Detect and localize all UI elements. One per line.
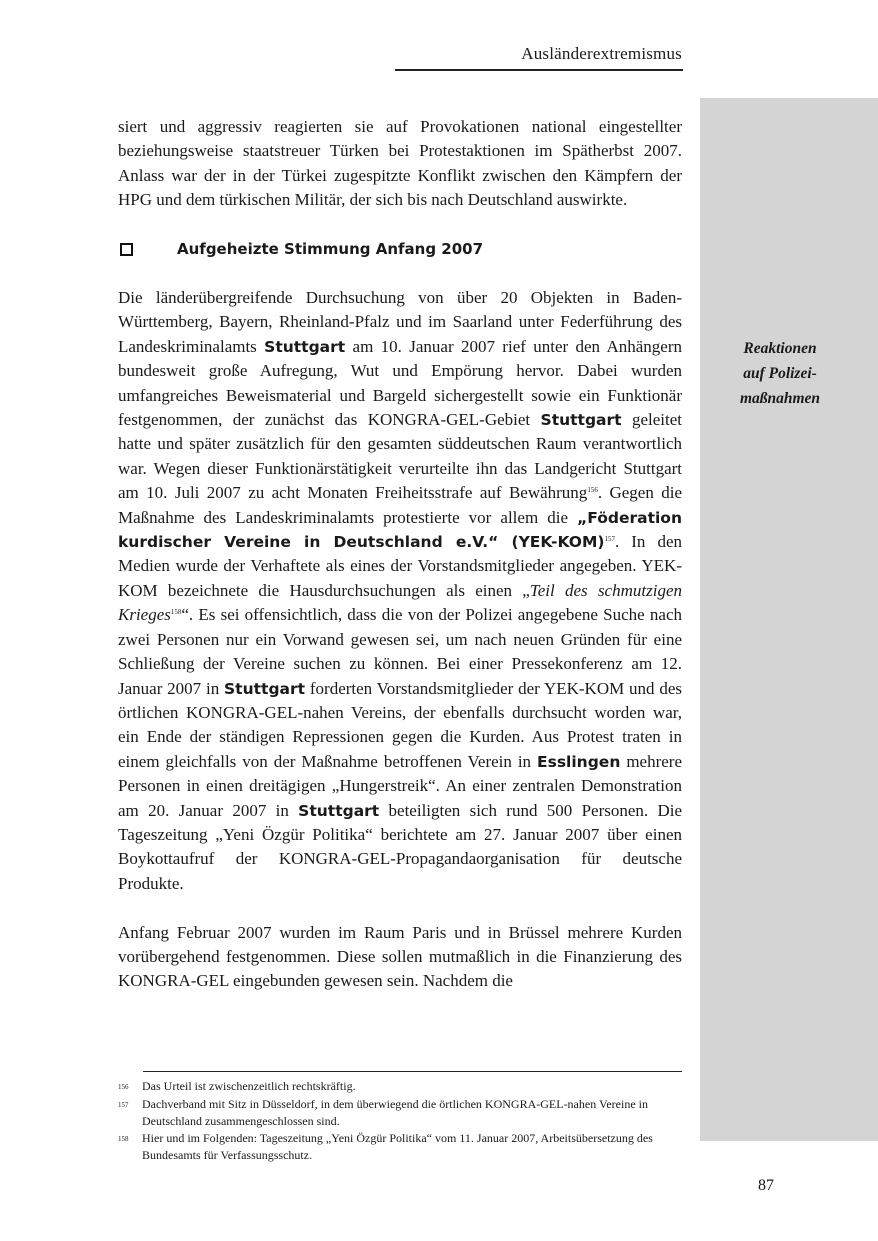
footnote-text: Hier und im Folgenden: Tageszeitung „Yeni Özgür Politika“ vom 11. Januar 2007, Arbeitsübersetzung des Bundesamts für Verfassungsschutz. <box>142 1131 653 1162</box>
margin-note-line: auf Polizei- <box>743 365 817 382</box>
keyword-stuttgart: Stuttgart <box>224 679 306 698</box>
margin-sidebar <box>700 98 878 1141</box>
paragraph: siert und aggressiv reagierten sie auf Provokationen national eingestellter beziehungsweise staatstreuer Türken bei Protestaktionen im Spätherbst 2007. Anlass war der in der Türkei zugespitzte Konflikt zwischen den Kämpfern der HPG und dem türkischen Militär, der sich bis nach Deutschland auswirkte. <box>118 117 682 210</box>
footnotes <box>118 1078 682 1164</box>
page-number: 87 <box>758 1177 774 1194</box>
keyword-stuttgart: Stuttgart <box>298 801 380 820</box>
running-header: Ausländerextremismus <box>521 44 682 63</box>
text-run: am 10. Januar 2007 rief unter den Anhängern bundesweit große Aufregung, Wut und Empörung hervor. Dabei wurden umfangreiches Beweismaterial und Bargeld sichergestellt sowie ein Funktionär festgenommen, der zunächst das KONGRA-GEL-Gebiet <box>118 336 682 430</box>
text-run: forderten Vorstandsmitglieder der YEK-KOM und des örtlichen KONGRA-GEL-nahen Vereins, der ebenfalls durchsucht worden war, ein Ende der ständigen Repressionen gegen die Kurden. Aus Protest traten in einem gleichfalls von der Maßnahme betroffenen Verein in <box>118 678 682 771</box>
footnote-ref: 157 <box>604 535 615 544</box>
text-run: mehrere Personen in einen dreitägigen „Hungerstreik“. An einer zentralen Demonstration am 20. Januar 2007 in <box>118 751 682 820</box>
footnote-text: Das Urteil ist zwischenzeitlich rechtskräftig. <box>142 1079 356 1093</box>
footnote-number: 158 <box>118 1135 129 1143</box>
text-run: “. Es sei offensichtlich, dass die von der Polizei angegebene Suche nach zwei Personen nur ein Vorwand gewesen sei, um nach neuen Gründen für eine Schließung der Vereine suchen zu können. Bei einer Pressekonferenz am 12. Januar 2007 in <box>118 605 682 698</box>
keyword-stuttgart: Stuttgart <box>264 337 346 356</box>
section-heading <box>118 237 682 261</box>
margin-note-line: Reaktionen <box>743 340 817 357</box>
keyword-yek-kom: „Föderation kurdischer Vereine in Deutschland e.V.“ (YEK-KOM) <box>118 508 682 552</box>
text-run: beteiligten sich rund 500 Personen. Die Tageszeitung „Yeni Özgür Politika“ berichtete am 27. Januar 2007 über einen Boykottaufruf der KONGRA-GEL-Propagandaorganisation für deutsche Produkte. <box>118 800 683 893</box>
footnote <box>118 1130 682 1164</box>
quote-italic: Teil des schmutzigen Krieges <box>118 580 682 625</box>
footnote <box>118 1096 682 1130</box>
margin-note-line: maßnahmen <box>739 390 821 407</box>
footnote-number: 157 <box>118 1101 129 1109</box>
paragraph: Anfang Februar 2007 wurden im Raum Paris und in Brüssel mehrere Kurden vorübergehend festgenommen. Diese sollen mutmaßlich in die Finanzierung des KONGRA-GEL eingebunden gewesen sein. Nachdem die <box>118 922 682 991</box>
paragraph <box>118 286 682 896</box>
keyword-esslingen: Esslingen <box>537 752 621 771</box>
main-text <box>118 115 682 994</box>
footnote-text: Dachverband mit Sitz in Düsseldorf, in dem überwiegend die örtlichen KONGRA-GEL-nahen Vereine in Deutschland zusammengeschlossen sind. <box>142 1097 648 1128</box>
text-run: . Gegen die Maßnahme des Landeskriminalamts protestierte vor allem die <box>118 483 683 527</box>
margin-note <box>700 336 860 411</box>
footnote-number: 156 <box>118 1083 129 1091</box>
text-run: . In den Medien wurde der Verhaftete als eines der Vorstandsmitglieder angegeben. YEK-KOM bezeichnete die Hausdurchsuchungen als einen „ <box>118 532 682 600</box>
header-rule <box>395 69 683 71</box>
footnote-rule <box>143 1071 682 1072</box>
footnote <box>118 1078 682 1096</box>
checkbox-bullet-icon <box>120 243 133 256</box>
text-run: geleitet hatte und später zusätzlich für den gesamten süddeutschen Raum verantwortlich war. Wegen dieser Funktionärstätigkeit verurteilte ihn das Landgericht Stuttgart am 10. Juli 2007 zu acht Monaten Freiheitsstrafe auf Bewährung <box>118 410 682 503</box>
keyword-stuttgart: Stuttgart <box>540 411 622 430</box>
footnote-ref: 156 <box>587 486 598 495</box>
text-run: Die länderübergreifende Durchsuchung von über 20 Objekten in Baden-Württemberg, Bayern, Rheinland-Pfalz und im Saarland unter Federführung des Landeskriminalamts <box>118 288 682 356</box>
section-heading-text: Aufgeheizte Stimmung Anfang 2007 <box>177 240 484 259</box>
footnote-ref: 158 <box>170 608 182 617</box>
